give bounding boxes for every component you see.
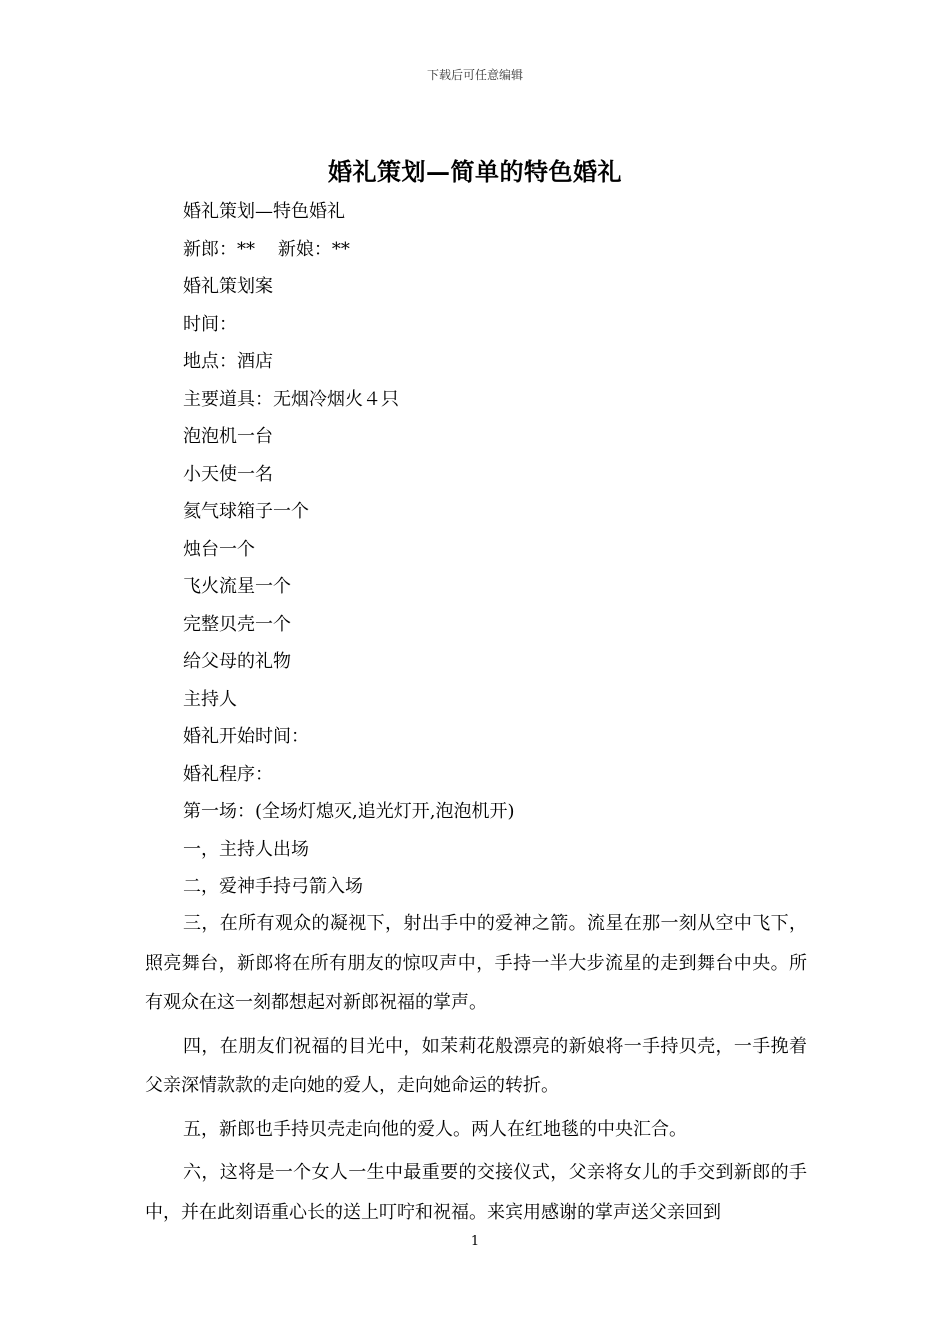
text-line: 小天使一名 <box>183 463 273 485</box>
text-line: 氦气球箱子一个 <box>183 501 309 522</box>
text-line: 飞火流星一个 <box>183 576 291 597</box>
text-line: 地点：酒店 <box>183 351 273 372</box>
text-line: 给父母的礼物 <box>183 651 291 672</box>
text-line: 时间： <box>183 313 237 335</box>
text-line: 主持人 <box>183 688 237 710</box>
text-line: 二，爱神手持弓箭入场 <box>183 876 363 897</box>
text-line: 婚礼策划案 <box>183 276 273 297</box>
paragraph: 六，这将是一个女人一生中最重要的交接仪式，父亲将女儿的手交到新郎的手中，并在此刻语重心长的送上叮咛和祝福。来宾用感谢的掌声送父亲回到 <box>145 1162 807 1223</box>
text-line: 新郎：** 新娘：** <box>183 238 350 260</box>
text-line: 一，主持人出场 <box>183 838 309 860</box>
page-number: 1 <box>470 1234 480 1249</box>
body-paragraphs <box>145 904 807 1236</box>
header-note: 下载后可任意编辑 <box>426 68 523 82</box>
paragraph: 三，在所有观众的凝视下，射出手中的爱神之箭。流星在那一刻从空中飞下，照亮舞台，新郎将在所有朋友的惊叹声中，手持一半大步流星的走到舞台中央。所有观众在这一刻都想起对新郎祝福的掌声。 <box>145 913 807 1013</box>
text-line: 主要道具：无烟冷烟火４只 <box>183 388 399 410</box>
text-line: 婚礼开始时间： <box>183 726 309 747</box>
text-line: 烛台一个 <box>183 538 255 560</box>
text-line: 婚礼策划—特色婚礼 <box>183 201 345 222</box>
content-lines <box>183 198 813 911</box>
text-line: 婚礼程序： <box>183 763 273 785</box>
paragraph: 五，新郎也手持贝壳走向他的爱人。两人在红地毯的中央汇合。 <box>183 1118 687 1140</box>
text-line: 泡泡机一台 <box>183 426 273 447</box>
paragraph: 四，在朋友们祝福的目光中，如茉莉花般漂亮的新娘将一手持贝壳，一手挽着父亲深情款款的走向她的爱人，走向她命运的转折。 <box>145 1035 807 1096</box>
text-line: 完整贝壳一个 <box>183 613 291 635</box>
document-title: 婚礼策划—简单的特色婚礼 <box>328 157 622 186</box>
text-line: 第一场：(全场灯熄灭,追光灯开,泡泡机开) <box>183 801 515 822</box>
